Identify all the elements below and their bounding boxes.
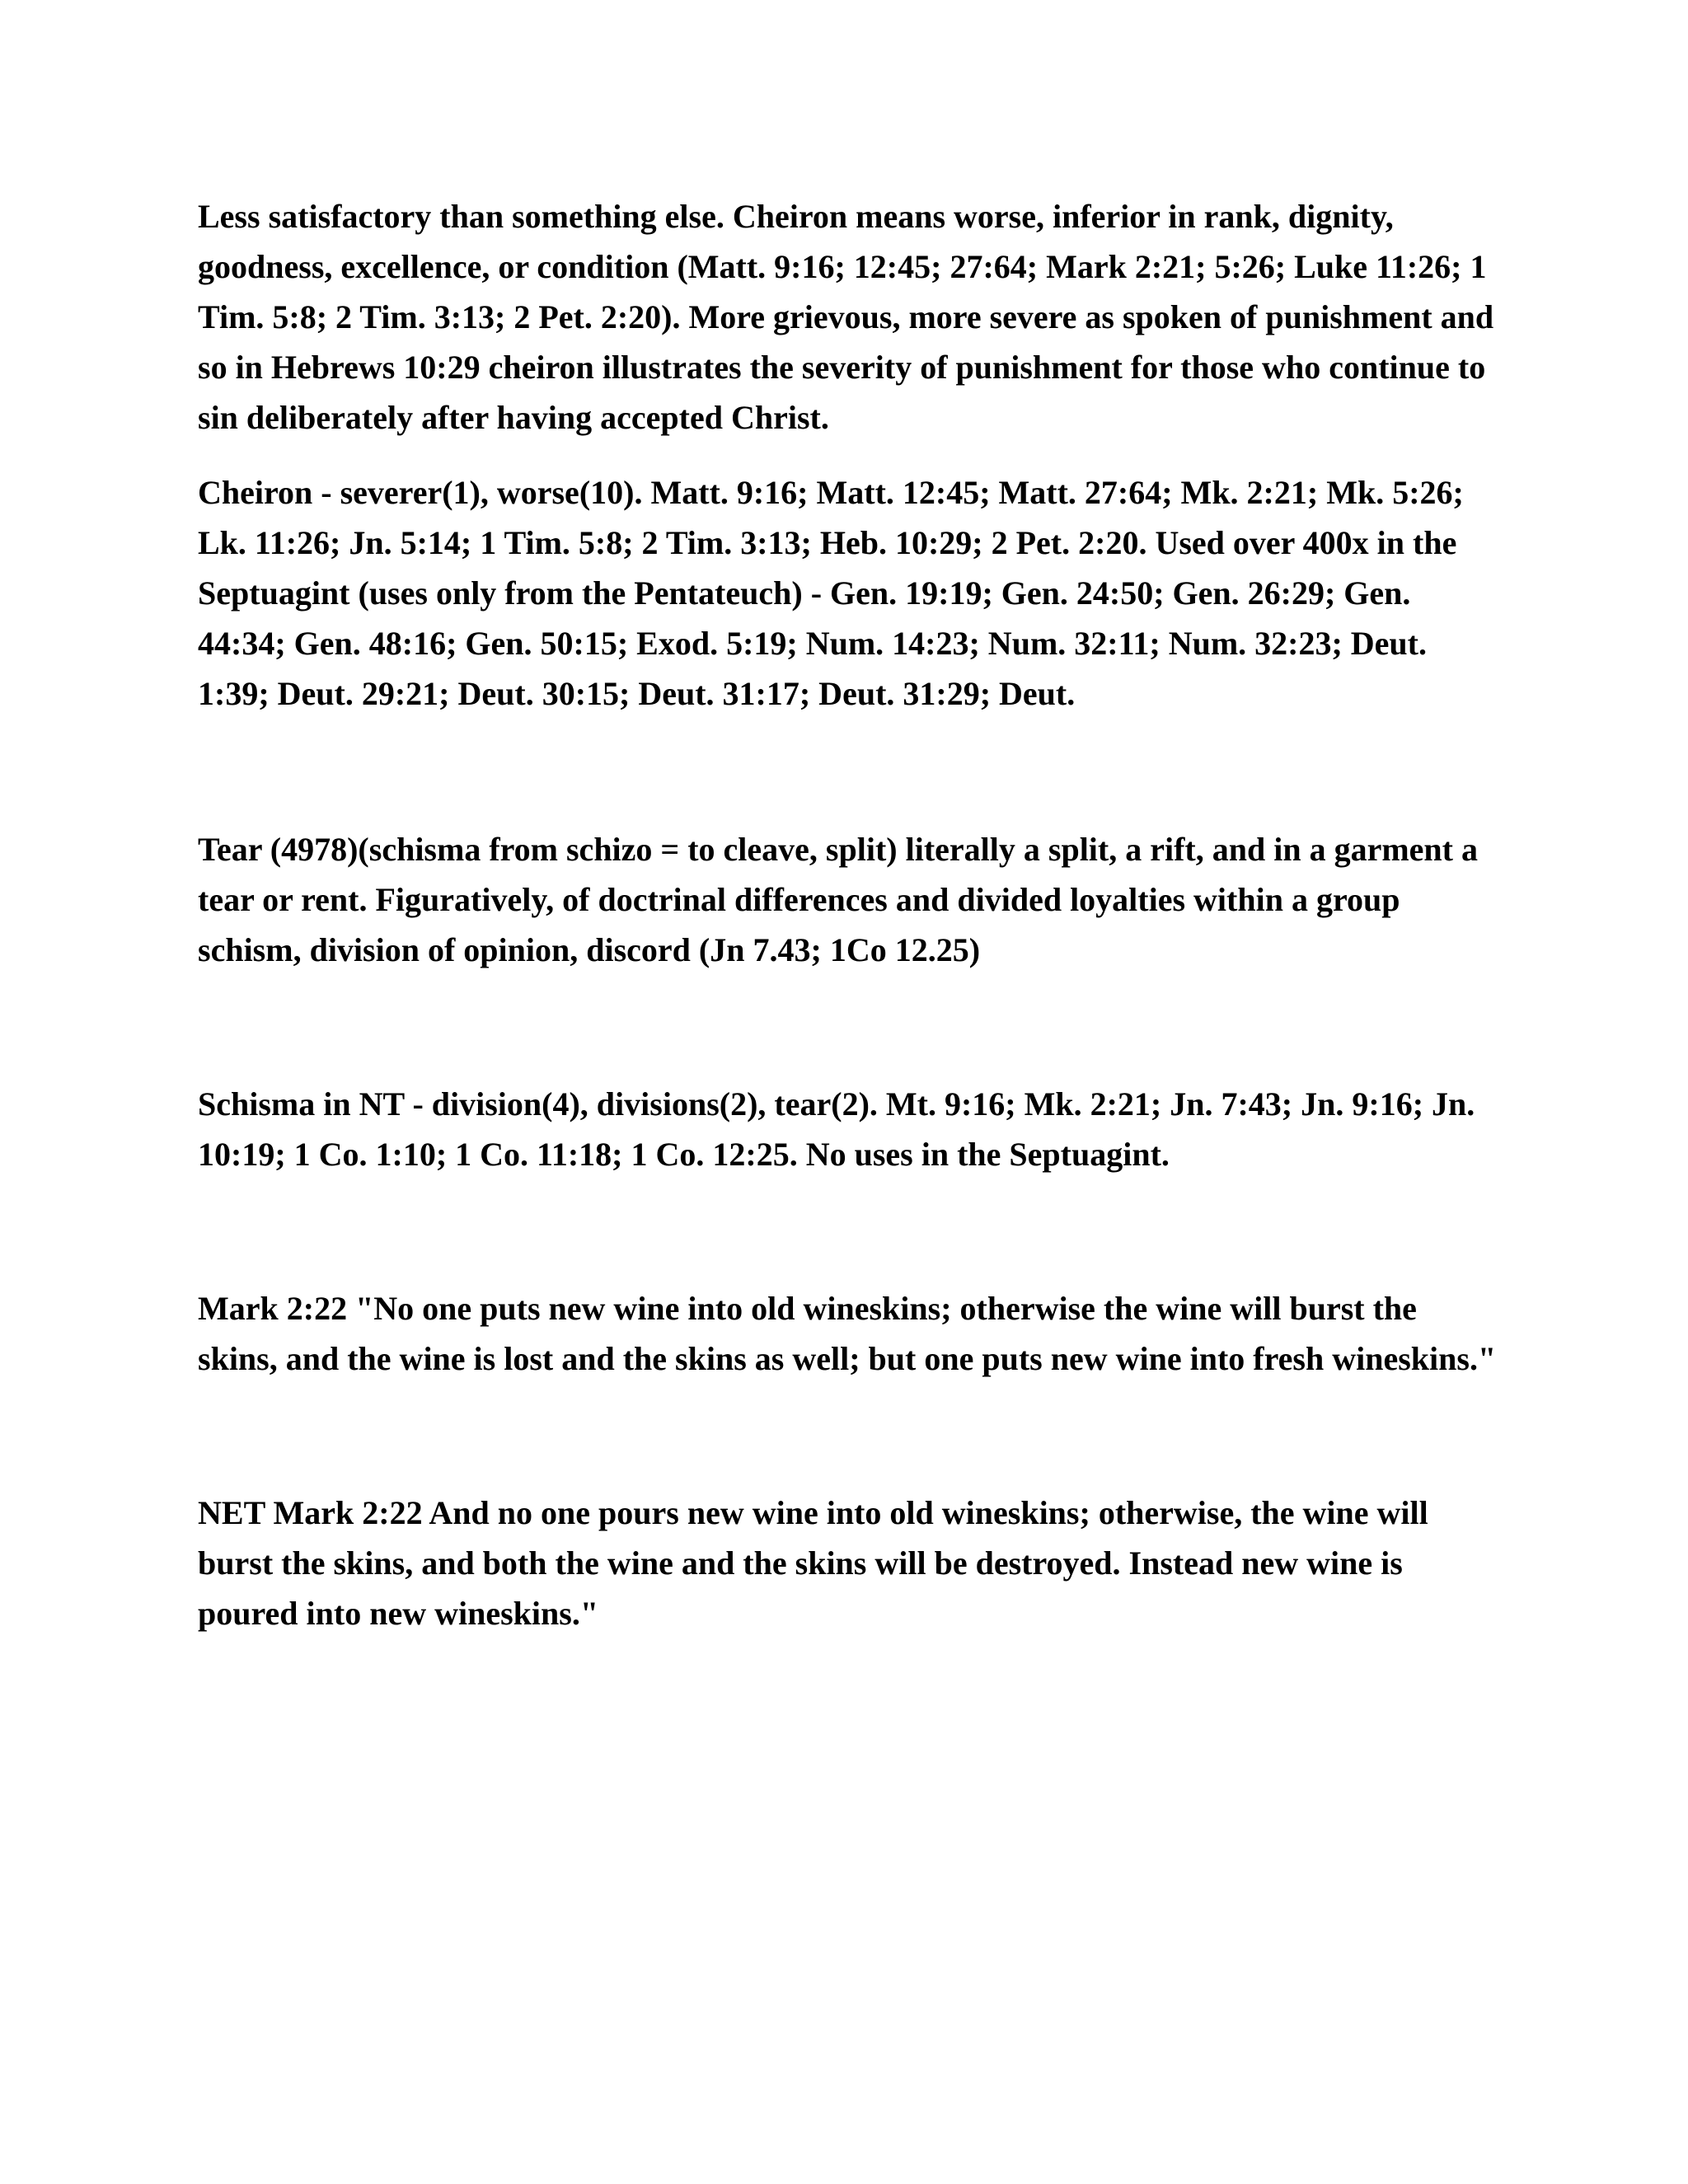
document-body [198,191,1500,1638]
paragraph-cheiron-definition: Less satisfactory than something else. Cheiron means worse, inferior in rank, dignity, goodness, excellence, or condition (Matt. 9:16; 12:45; 27:64; Mark 2:21; 5:26; Luke 11:26; 1 Tim. 5:8; 2 Tim. 3:13; 2 Pet. 2:20). More grievous, more severe as spoken of punishment and so in Hebrews 10:29 cheiron illustrates the severity of punishment for those who continue to sin deliberately after having accepted Christ. [198,198,1494,436]
paragraph-tear-definition: Tear (4978)(schisma from schizo = to cleave, split) literally a split, a rift, and in a garment a tear or rent. Figuratively, of doctrinal differences and divided loyalties within a group schism, division of opinion, discord (Jn 7.43; 1Co 12.25) [198,831,1478,968]
paragraph-mark-2-22: Mark 2:22 "No one puts new wine into old wineskins; otherwise the wine will burst the skins, and the wine is lost and the skins as well; but one puts new wine into fresh wineskins." [198,1290,1497,1377]
paragraph-cheiron-usage: Cheiron - severer(1), worse(10). Matt. 9:16; Matt. 12:45; Matt. 27:64; Mk. 2:21; Mk. 5:26; Lk. 11:26; Jn. 5:14; 1 Tim. 5:8; 2 Tim. 3:13; Heb. 10:29; 2 Pet. 2:20. Used over 400x in the Septuagint (uses only from the Pentateuch) - Gen. 19:19; Gen. 24:50; Gen. 26:29; Gen. 44:34; Gen. 48:16; Gen. 50:15; Exod. 5:19; Num. 14:23; Num. 32:11; Num. 32:23; Deut. 1:39; Deut. 29:21; Deut. 30:15; Deut. 31:17; Deut. 31:29; Deut. [198,474,1464,712]
paragraph-schisma-usage: Schisma in NT - division(4), divisions(2), tear(2). Mt. 9:16; Mk. 2:21; Jn. 7:43; Jn. 9:16; Jn. 10:19; 1 Co. 1:10; 1 Co. 11:18; 1 Co. 12:25. No uses in the Septuagint. [198,1085,1475,1173]
paragraph-net-mark-2-22: NET Mark 2:22 And no one pours new wine into old wineskins; otherwise, the wine will burst the skins, and both the wine and the skins will be destroyed. Instead new wine is poured into new wineskins." [198,1494,1428,1632]
